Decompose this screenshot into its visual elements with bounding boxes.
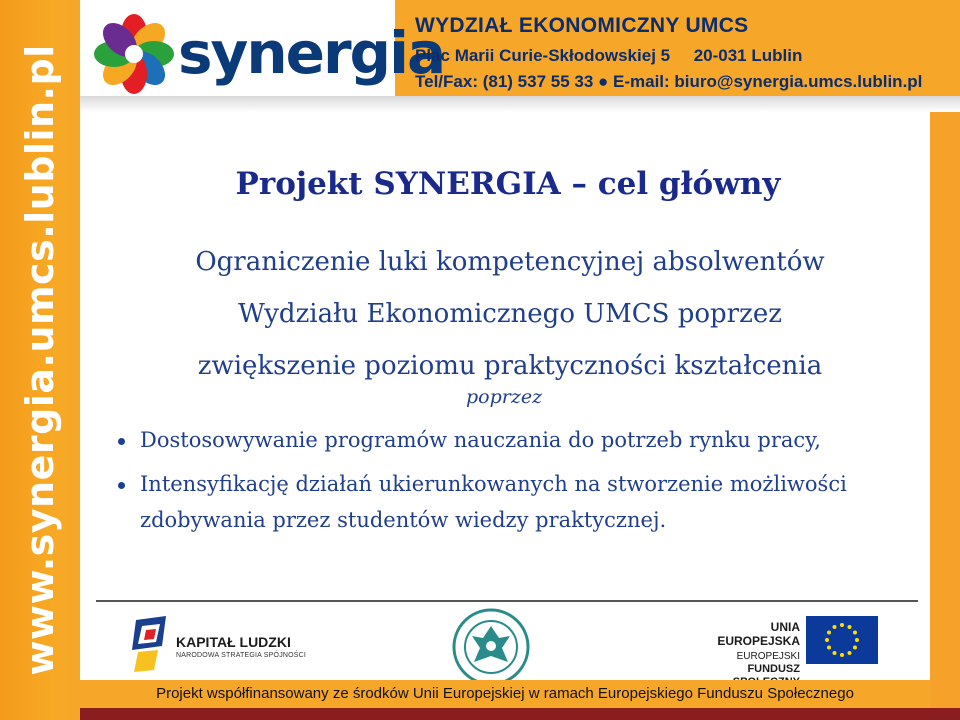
eu-star-icon (848, 625, 852, 629)
eu-text-block (690, 620, 800, 689)
eu-star-icon (827, 646, 831, 650)
eu-star-icon (853, 631, 857, 635)
faculty-address: Plac Marii Curie-Skłodowskiej 5 20-031 Lublin (415, 46, 803, 65)
synergia-logo (92, 12, 445, 92)
goal-line: Ograniczenie luki kompetencyjnej absolwentów (195, 247, 825, 277)
connector-text: poprzez (466, 386, 543, 408)
funding-note: Projekt współfinansowany ze środków Unii Europejskiej w ramach Europejskiego Funduszu Społecznego (80, 680, 930, 708)
eu-star-icon (833, 625, 837, 629)
eu-union-label: UNIA EUROPEJSKA (717, 620, 800, 648)
bottom-dark-strip (80, 708, 960, 720)
left-orange-strip (0, 0, 80, 720)
eu-star-icon (827, 631, 831, 635)
eu-european-label: EUROPEJSKI (736, 651, 800, 662)
eu-star-icon (840, 653, 844, 657)
footer-divider (96, 600, 918, 602)
university-seal-icon (452, 608, 530, 686)
eu-fund-label: FUNDUSZ (747, 663, 800, 675)
slide-title: Projekt SYNERGIA – cel główny (235, 166, 781, 202)
vertical-url-text: www.synergia.umcs.lublin.pl (18, 44, 62, 676)
faculty-contact: Tel/Fax: (81) 537 55 33 ● E-mail: biuro@synergia.umcs.lublin.pl (415, 72, 923, 91)
goal-line: Wydziału Ekonomicznego UMCS poprzez (238, 299, 782, 329)
flower-logo-icon (92, 12, 176, 96)
logo-wordmark: synergia (178, 19, 445, 87)
eu-star-icon (825, 638, 829, 642)
eu-star-icon (848, 651, 852, 655)
faculty-title: WYDZIAŁ EKONOMICZNY UMCS (415, 14, 749, 37)
kapital-ludzki-subtitle: NARODOWA STRATEGIA SPÓJNOŚCI (176, 652, 307, 659)
right-orange-strip (930, 112, 960, 720)
eu-star-icon (833, 651, 837, 655)
goal-text (90, 236, 930, 392)
header-shadow (80, 96, 960, 112)
eu-star-icon (853, 646, 857, 650)
bullet-list (118, 422, 918, 538)
eu-star-icon (840, 623, 844, 627)
eu-star-icon (855, 638, 859, 642)
bullet-item: Intensyfikację działań ukierunkowanych na stworzenie możliwości zdobywania przez studentów wiedzy praktycznej. (118, 466, 918, 538)
eu-flag-icon (806, 616, 878, 664)
goal-line: zwiększenie poziomu praktyczności kształcenia (197, 351, 823, 381)
kapital-ludzki-name: KAPITAŁ LUDZKI (176, 634, 291, 650)
bullet-item: Dostosowywanie programów nauczania do potrzeb rynku pracy, (118, 422, 918, 458)
